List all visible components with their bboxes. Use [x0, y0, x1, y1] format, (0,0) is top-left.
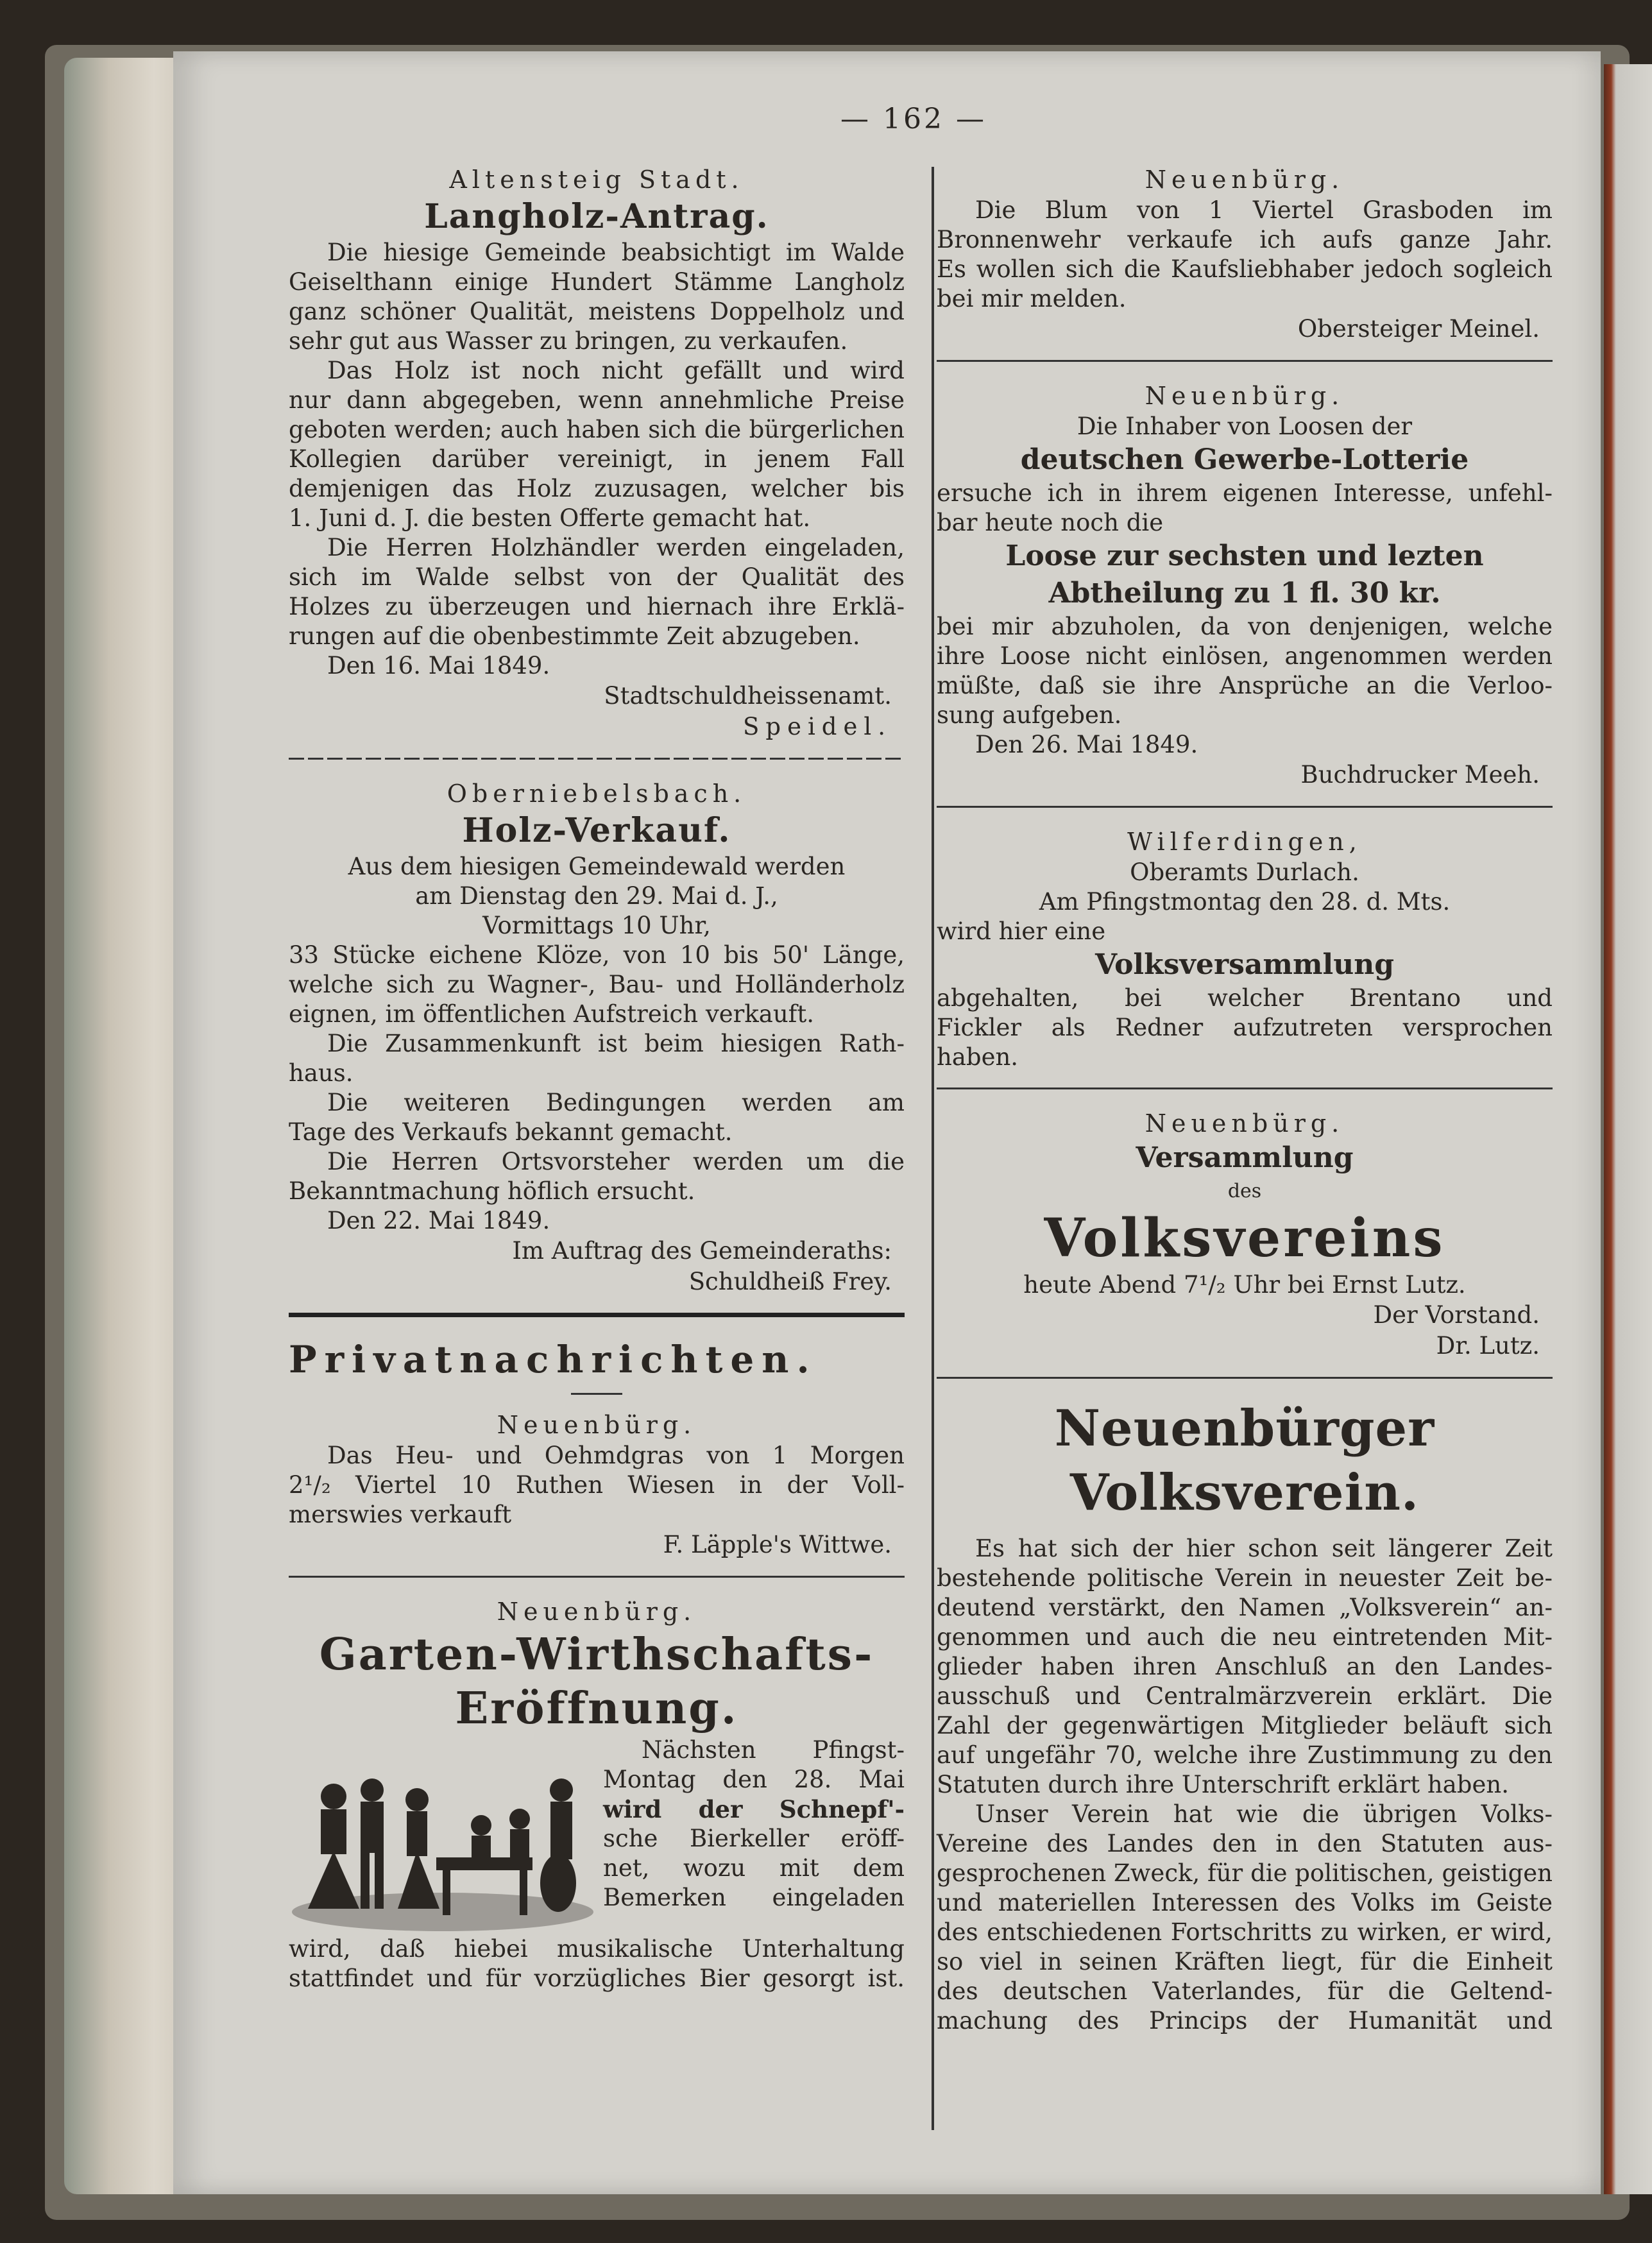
text-line: Die Inhaber von Loosen der	[1077, 413, 1413, 440]
text-line: ganz schöner Qualität, meistens Doppelholz und	[289, 298, 905, 325]
separator-rule	[937, 1377, 1553, 1379]
text-line: Unser Verein hat wie die übrigen Volks-	[975, 1800, 1553, 1828]
text-line: sung aufgeben.	[937, 701, 1122, 729]
text-line: Kollegien darüber vereinigt, in jenem Fall	[289, 445, 905, 473]
text-line: nur dann abgegeben, wenn annehmliche Preise	[289, 386, 905, 414]
ad-signature: Im Auftrag des Gemeinderaths:	[512, 1237, 892, 1265]
text-line: sche Bierkeller eröff-	[603, 1825, 905, 1852]
dancing-figures-woodcut	[289, 1761, 597, 1934]
short-rule	[571, 1393, 622, 1395]
left-column	[289, 164, 905, 2005]
text-line: ausschuß und Centralmärzverein erklärt. Die	[937, 1682, 1553, 1710]
ad-place: Neuenbürg.	[1145, 1109, 1345, 1138]
text-line: haus.	[289, 1059, 353, 1087]
text-line: Bemerken eingeladen	[603, 1884, 905, 1911]
column-divider	[932, 167, 934, 2130]
ad-title-large: Volksvereins	[1044, 1207, 1445, 1269]
text-line: sehr gut aus Wasser zu bringen, zu verkaufen.	[289, 327, 848, 355]
ad-date: Den 26. Mai 1849.	[975, 731, 1198, 758]
text-line: auf ungefähr 70, welche ihre Zustimmung zu den	[937, 1741, 1553, 1769]
text-line: Bronnenwehr verkaufe ich aufs ganze Jahr.	[937, 226, 1553, 253]
text-line: gesprochenen Zweck, für die politischen, geistigen	[937, 1859, 1553, 1887]
woodcut-side-text	[603, 1736, 905, 1913]
text-line: Vereine des Landes den in den Statuten aus-	[937, 1830, 1553, 1857]
section-rule	[289, 1313, 905, 1317]
ad-title: Versammlung	[1136, 1141, 1354, 1174]
ad-place: Neuenbürg.	[1145, 382, 1345, 410]
ad-title-line2: Eröffnung.	[455, 1683, 738, 1734]
ad-title: deutschen Gewerbe-Lotterie	[1020, 443, 1469, 476]
ad-place: Wilferdingen,	[1127, 828, 1362, 856]
text-line: glieder haben ihren Anschluß an den Landes-	[937, 1653, 1553, 1680]
text-line: 33 Stücke eichene Klöze, von 10 bis 50' Länge,	[289, 941, 905, 969]
text-line: müßte, daß sie ihre Ansprüche an die Verloo-	[937, 672, 1553, 699]
text-line: eignen, im öffentlichen Aufstreich verkauft.	[289, 1000, 814, 1028]
text-line: net, wozu mit dem	[603, 1854, 905, 1882]
text-line: des deutschen Vaterlandes, für die Geltend-	[937, 1977, 1553, 2005]
ad-volksversammlung	[937, 826, 1553, 1072]
text-line: Aus dem hiesigen Gemeindewald werden	[348, 853, 846, 880]
text-line: Zahl der gegenwärtigen Mitglieder beläuft sich	[937, 1712, 1553, 1739]
text-line: Die weiteren Bedingungen werden am	[327, 1089, 905, 1116]
ad-title: Volksversammlung	[1094, 948, 1395, 981]
text-line: bar heute noch die	[937, 509, 1164, 536]
ad-grasboden	[937, 164, 1553, 345]
ad-subtitle: Loose zur sechsten und lezten	[1005, 540, 1484, 572]
section-title: Privatnachrichten.	[289, 1338, 817, 1381]
text-line: Die hiesige Gemeinde beabsichtigt im Walde	[327, 239, 905, 266]
ad-date: Den 22. Mai 1849.	[327, 1207, 550, 1234]
text-line: Montag den 28. Mai	[603, 1766, 905, 1793]
ad-place: Neuenbürg.	[497, 1411, 697, 1439]
ad-place: Oberniebelsbach.	[447, 780, 747, 808]
ad-date: Den 16. Mai 1849.	[327, 652, 550, 679]
text-line: wird hier eine	[937, 917, 1106, 945]
text-line: machung des Princips der Humanität und	[937, 2007, 1553, 2034]
text-line: und materiellen Interessen des Volks im Geiste	[937, 1889, 1553, 1916]
text-line: Oberamts Durlach.	[1130, 858, 1359, 886]
text-line: bestehende politische Verein in neuester Zeit be-	[937, 1564, 1553, 1592]
text-line: demjenigen das Holz zuzusagen, welcher bis	[289, 475, 905, 502]
text-line: Die Zusammenkunft ist beim hiesigen Rath-	[327, 1030, 905, 1057]
text-line: des	[1227, 1180, 1262, 1202]
text-line: 2¹/₂ Viertel 10 Ruthen Wiesen in der Voll-	[289, 1471, 905, 1499]
ad-signature: F. Läpple's Wittwe.	[663, 1531, 892, 1558]
facing-page-edge	[1604, 64, 1652, 2194]
text-line: Es wollen sich die Kaufsliebhaber jedoch sogleich	[937, 255, 1553, 283]
text-line: geboten werden; auch haben sich die bürgerlichen	[289, 416, 905, 443]
ad-signature-name: Dr. Lutz.	[1436, 1332, 1540, 1360]
separator-rule	[289, 1576, 905, 1578]
text-line: Geiselthann einige Hundert Stämme Langholz	[289, 268, 905, 296]
text-line: abgehalten, bei welcher Brentano und	[937, 984, 1553, 1012]
text-line: Tage des Verkaufs bekannt gemacht.	[289, 1118, 733, 1146]
text-line: bei mir melden.	[937, 285, 1127, 312]
ad-title: Langholz-Antrag.	[424, 197, 769, 236]
text-line: Nächsten Pfingst-	[642, 1736, 905, 1764]
text-line: heute Abend 7¹/₂ Uhr bei Ernst Lutz.	[1023, 1271, 1466, 1299]
text-line: merswies verkauft	[289, 1501, 512, 1528]
text-line: wird, daß hiebei musikalische Unterhaltung	[289, 1935, 905, 1963]
text-line: Vormittags 10 Uhr,	[482, 912, 711, 939]
page-number: — 162 —	[840, 103, 987, 135]
ad-gewerbe-lotterie	[937, 380, 1553, 790]
separator-rule	[937, 360, 1553, 362]
ad-signature: Obersteiger Meinel.	[1297, 315, 1540, 343]
ad-signature-name: Schuldheiß Frey.	[688, 1268, 892, 1295]
text-line: genommen und auch die neu eintretenden Mit-	[937, 1623, 1553, 1651]
text-line: Es hat sich der hier schon seit längerer Zeit	[975, 1535, 1553, 1562]
text-line: des entschiedenen Fortschritts zu wirken, er wird,	[937, 1918, 1553, 1946]
ad-garten-wirthschaft	[289, 1596, 905, 1993]
ad-place: Neuenbürg.	[1145, 166, 1345, 194]
text-line: bei mir abzuholen, da von denjenigen, welche	[937, 613, 1553, 640]
text-line: welche sich zu Wagner-, Bau- und Holländerholz	[289, 971, 905, 998]
text-line: sich im Walde selbst von der Qualität des	[289, 563, 905, 591]
separator-rule	[937, 806, 1553, 808]
text-line: Bekanntmachung höflich ersucht.	[289, 1177, 695, 1205]
ad-title: Garten-Wirthschafts-	[319, 1629, 874, 1680]
ad-heu-oehmdgras	[289, 1409, 905, 1560]
text-line: wird der Schnepf'-	[603, 1795, 905, 1823]
text-line: Fickler als Redner aufzutreten versprochen	[937, 1014, 1553, 1041]
text-line: so viel in seinen Kräften liegt, für die Einheit	[937, 1948, 1553, 1975]
text-line: Die Herren Holzhändler werden eingeladen,	[327, 534, 905, 561]
ad-langholz	[289, 164, 905, 742]
text-line: Das Holz ist noch nicht gefällt und wird	[327, 357, 905, 384]
text-line: Das Heu- und Oehmdgras von 1 Morgen	[327, 1442, 905, 1469]
text-line: ersuche ich in ihrem eigenen Interesse, unfehl-	[937, 479, 1553, 507]
text-line: am Dienstag den 29. Mai d. J.,	[415, 882, 778, 910]
text-line: haben.	[937, 1043, 1019, 1071]
text-line: stattfindet und für vorzügliches Bier gesorgt ist.	[289, 1965, 905, 1992]
ad-place: Altensteig Stadt.	[449, 166, 744, 194]
text-line: rungen auf die obenbestimmte Zeit abzugeben.	[289, 622, 860, 650]
ad-title: Neuenbürger Volksverein.	[1054, 1399, 1435, 1522]
text-line: Statuten durch ihre Unterschrift erklärt haben.	[937, 1771, 1509, 1798]
ad-title: Holz-Verkauf.	[462, 811, 731, 850]
separator-rule	[937, 1087, 1553, 1089]
text-line: Die Herren Ortsvorsteher werden um die	[327, 1148, 905, 1175]
ad-neuenbuerger-volksverein	[937, 1397, 1553, 2036]
text-line: Holzes zu überzeugen und hiernach ihre Erklä-	[289, 593, 905, 620]
ad-signature-name: Speidel.	[743, 713, 892, 740]
text-line: ihre Loose nicht einlösen, angenommen werden	[937, 642, 1553, 670]
woodcut-block	[289, 1736, 905, 1934]
separator-rule	[289, 758, 905, 760]
ad-versammlung-volksverein	[937, 1107, 1553, 1361]
ad-holz-verkauf	[289, 778, 905, 1297]
right-column	[937, 164, 1553, 2047]
text-line: Die Blum von 1 Viertel Grasboden im	[975, 196, 1553, 224]
ad-signature: Stadtschuldheissenamt.	[604, 682, 892, 710]
ad-signature: Der Vorstand.	[1373, 1301, 1540, 1329]
ad-signature: Buchdrucker Meeh.	[1300, 761, 1540, 789]
ad-place: Neuenbürg.	[497, 1598, 697, 1626]
ad-subtitle-line2: Abtheilung zu 1 fl. 30 kr.	[1048, 577, 1441, 610]
text-line: deutend verstärkt, den Namen „Volksverein“ an-	[937, 1594, 1553, 1621]
text-line: 1. Juni d. J. die besten Offerte gemacht hat.	[289, 504, 811, 532]
text-line: Am Pfingstmontag den 28. d. Mts.	[1039, 888, 1451, 916]
